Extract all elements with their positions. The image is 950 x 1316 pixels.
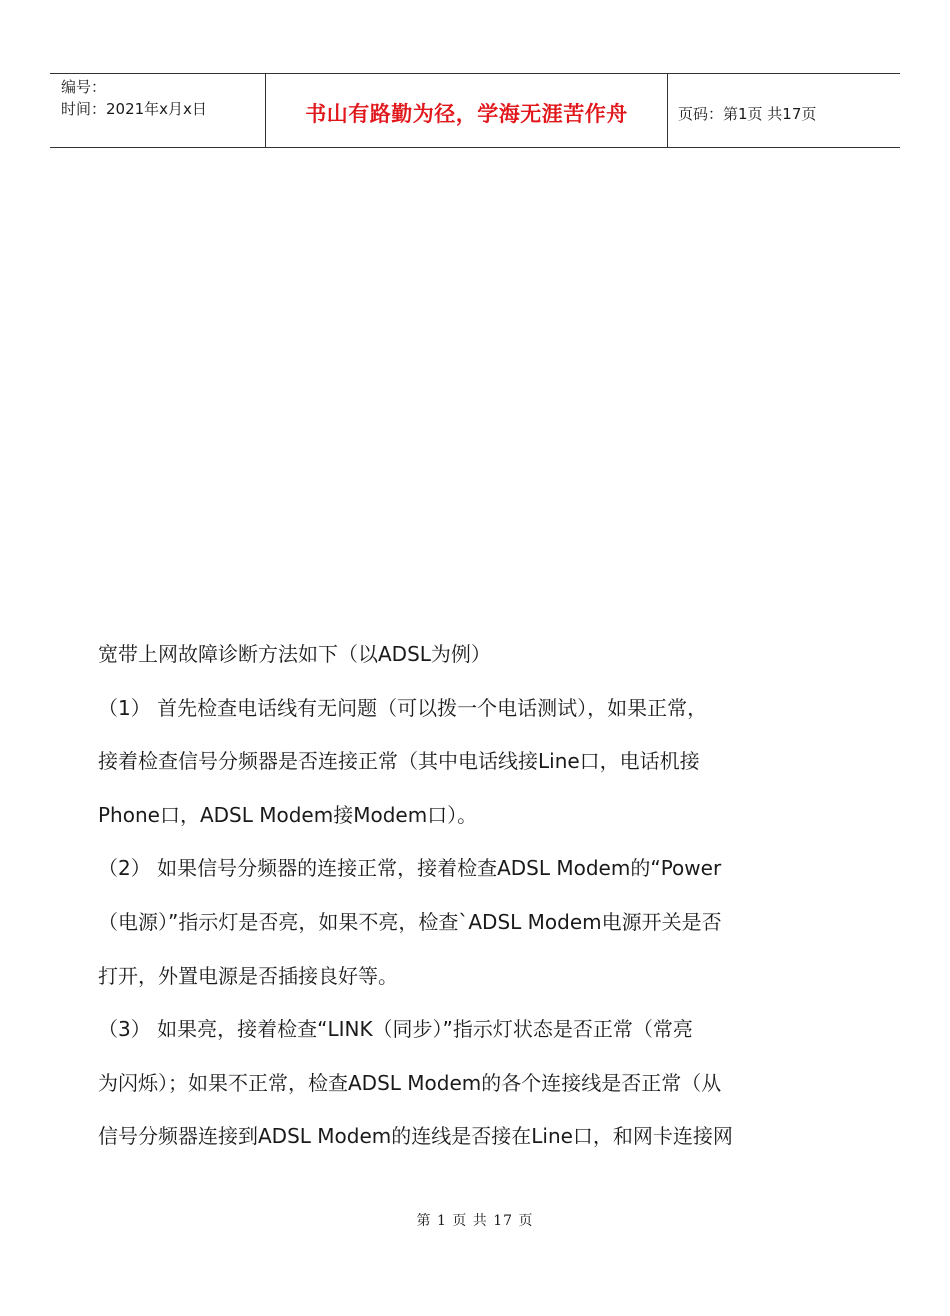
body-line: （3） 如果亮，接着检查“LINK（同步）”指示灯状态是否正常（常亮 [98,1017,693,1042]
body-line: 信号分频器连接到ADSL Modem的连线是否接在Line口，和网卡连接网 [98,1124,733,1149]
document-header [50,73,900,148]
body-line: 宽带上网故障诊断方法如下（以ADSL为例） [98,642,491,666]
body-line: （1） 首先检查电话线有无问题（可以拨一个电话测试），如果正常， [98,695,708,720]
number-label: 编号： [61,78,107,96]
time-label: 时间：2021年x月x日 [61,100,207,118]
motto: 书山有路勤为径，学海无涯苦作舟 [305,100,628,126]
body-line: 打开，外置电源是否插接良好等。 [98,963,398,988]
footer-page-number: 第 1 页 共 17 页 [416,1213,534,1229]
body-line: Phone口，ADSL Modem接Modem口）。 [98,802,478,827]
page-footer [0,1210,950,1230]
body-line: （电源）”指示灯是否亮，如果不亮，检查`ADSL Modem电源开关是否 [98,909,722,934]
body-line: （2） 如果信号分频器的连接正常，接着检查ADSL Modem的“Power [98,856,722,881]
header-motto-cell [266,74,668,147]
document-body [98,628,858,1164]
body-line: 为闪烁）；如果不正常，检查ADSL Modem的各个连接线是否正常（从 [98,1070,722,1095]
body-line: 接着检查信号分频器是否连接正常（其中电话线接Line口，电话机接 [98,749,700,774]
page-info: 页码：第1页 共17页 [678,105,817,123]
header-meta [50,74,266,147]
header-page-info-cell [668,74,900,147]
